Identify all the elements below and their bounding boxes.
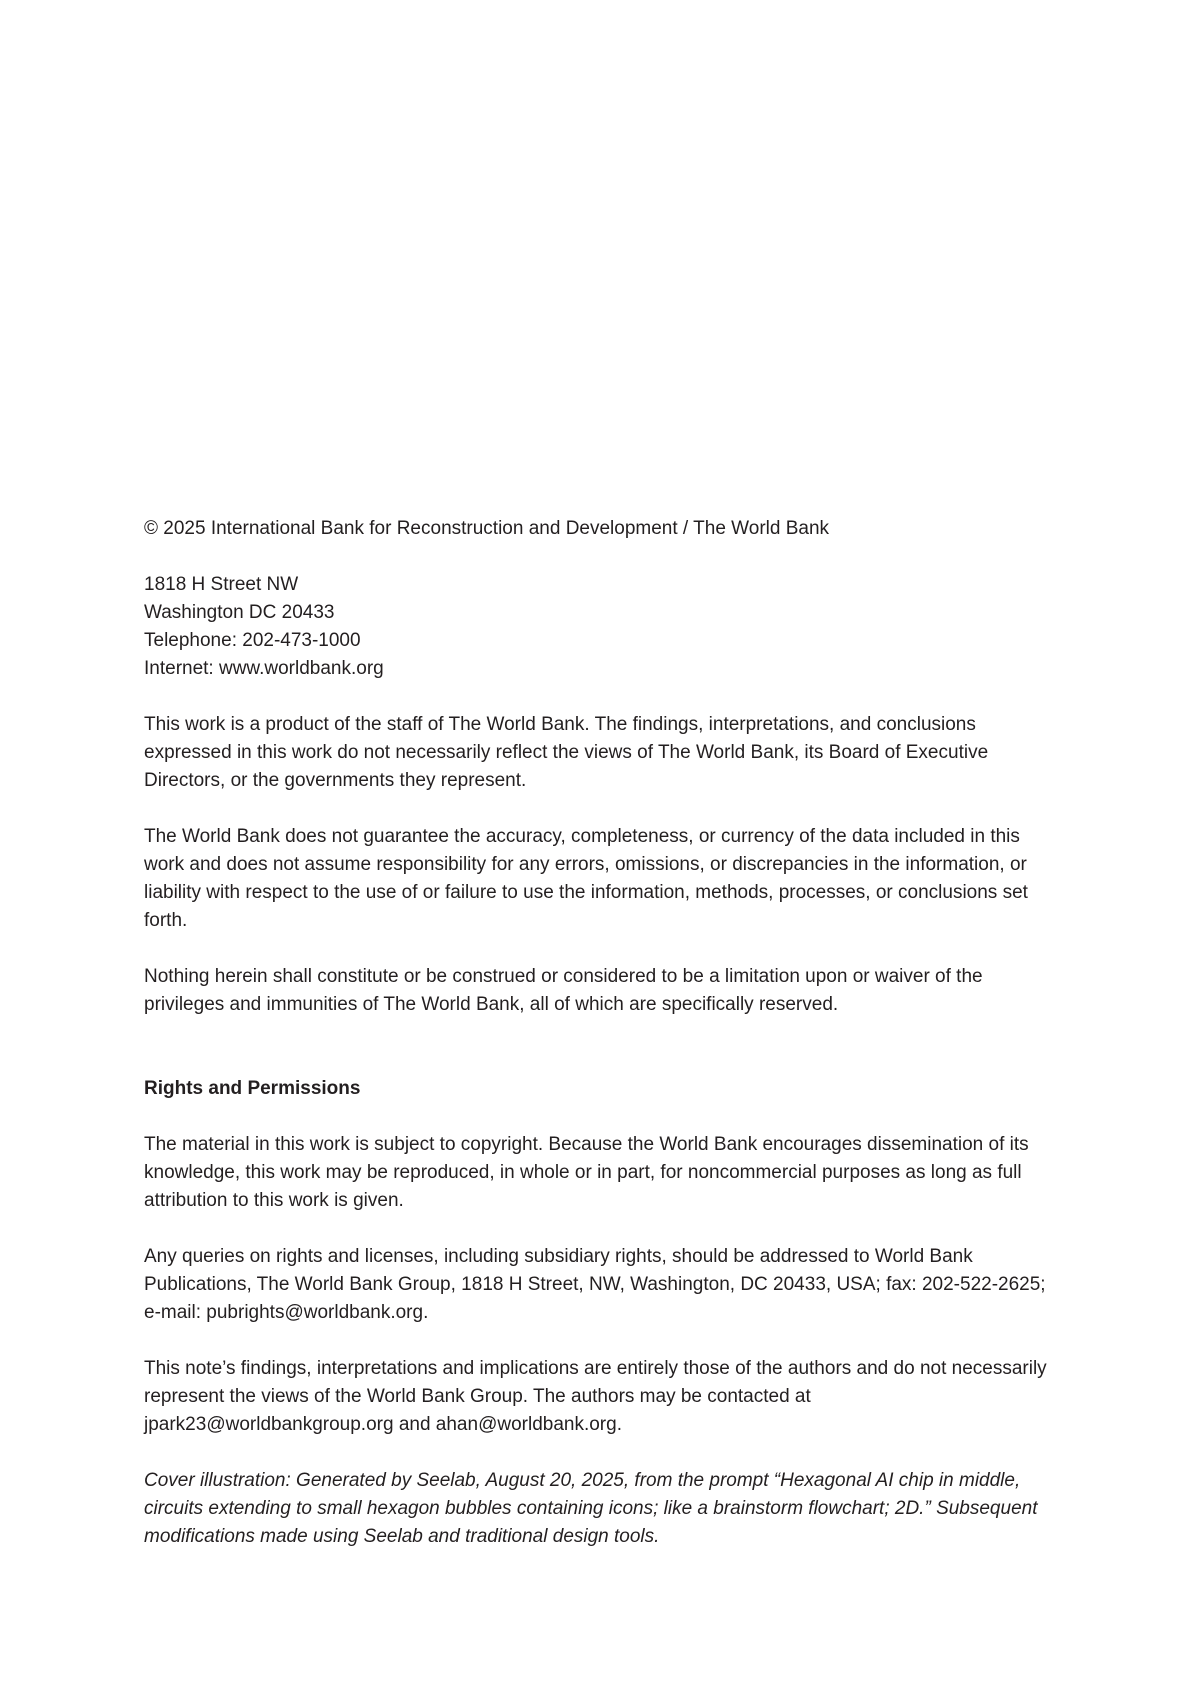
immunities-paragraph: Nothing herein shall constitute or be construed or considered to be a limitation upon or waiver of the privileges and immunities of The World Bank, all of which are specifically reserved.	[144, 966, 983, 1015]
address-block	[144, 571, 1064, 683]
rights-heading: Rights and Permissions	[144, 1078, 361, 1099]
rights-paragraph-copyright: The material in this work is subject to copyright. Because the World Bank encourages dissemination of its knowledge, this work may be reproduced, in whole or in part, for noncommercial purposes as long as full attribution to this work is given.	[144, 1134, 1029, 1211]
rights-paragraph-queries: Any queries on rights and licenses, including subsidiary rights, should be addressed to World Bank Publications, The World Bank Group, 1818 H Street, NW, Washington, DC 20433, USA; fax: 202-522-2625; e-mail: pubrights@worldbank.org.	[144, 1246, 1046, 1323]
address-internet: Internet: www.worldbank.org	[144, 658, 384, 679]
address-telephone: Telephone: 202-473-1000	[144, 630, 361, 651]
data-accuracy-paragraph: The World Bank does not guarantee the accuracy, completeness, or currency of the data included in this work and does not assume responsibility for any errors, omissions, or discrepancies in the information, or liability with respect to the use of or failure to use the information, methods, processes, or conclusions set forth.	[144, 826, 1028, 931]
copyright-page	[144, 515, 1064, 1551]
copyright-notice: © 2025 International Bank for Reconstruction and Development / The World Bank	[144, 518, 830, 539]
address-city: Washington DC 20433	[144, 602, 335, 623]
address-street: 1818 H Street NW	[144, 574, 299, 595]
rights-paragraph-authors: This note’s findings, interpretations and implications are entirely those of the authors and do not necessarily represent the views of the World Bank Group. The authors may be contacted at jpark23@worldbankgroup.org and ahan@worldbank.org.	[144, 1358, 1047, 1435]
disclaimer-paragraph: This work is a product of the staff of The World Bank. The findings, interpretations, and conclusions expressed in this work do not necessarily reflect the views of The World Bank, its Board of Executive Directors, or the governments they represent.	[144, 714, 989, 791]
cover-illustration-credit: Cover illustration: Generated by Seelab, August 20, 2025, from the prompt “Hexagonal AI chip in middle, circuits extending to small hexagon bubbles containing icons; like a brainstorm flowchart; 2D.” Subsequent modifications made using Seelab and traditional design tools.	[144, 1470, 1038, 1547]
